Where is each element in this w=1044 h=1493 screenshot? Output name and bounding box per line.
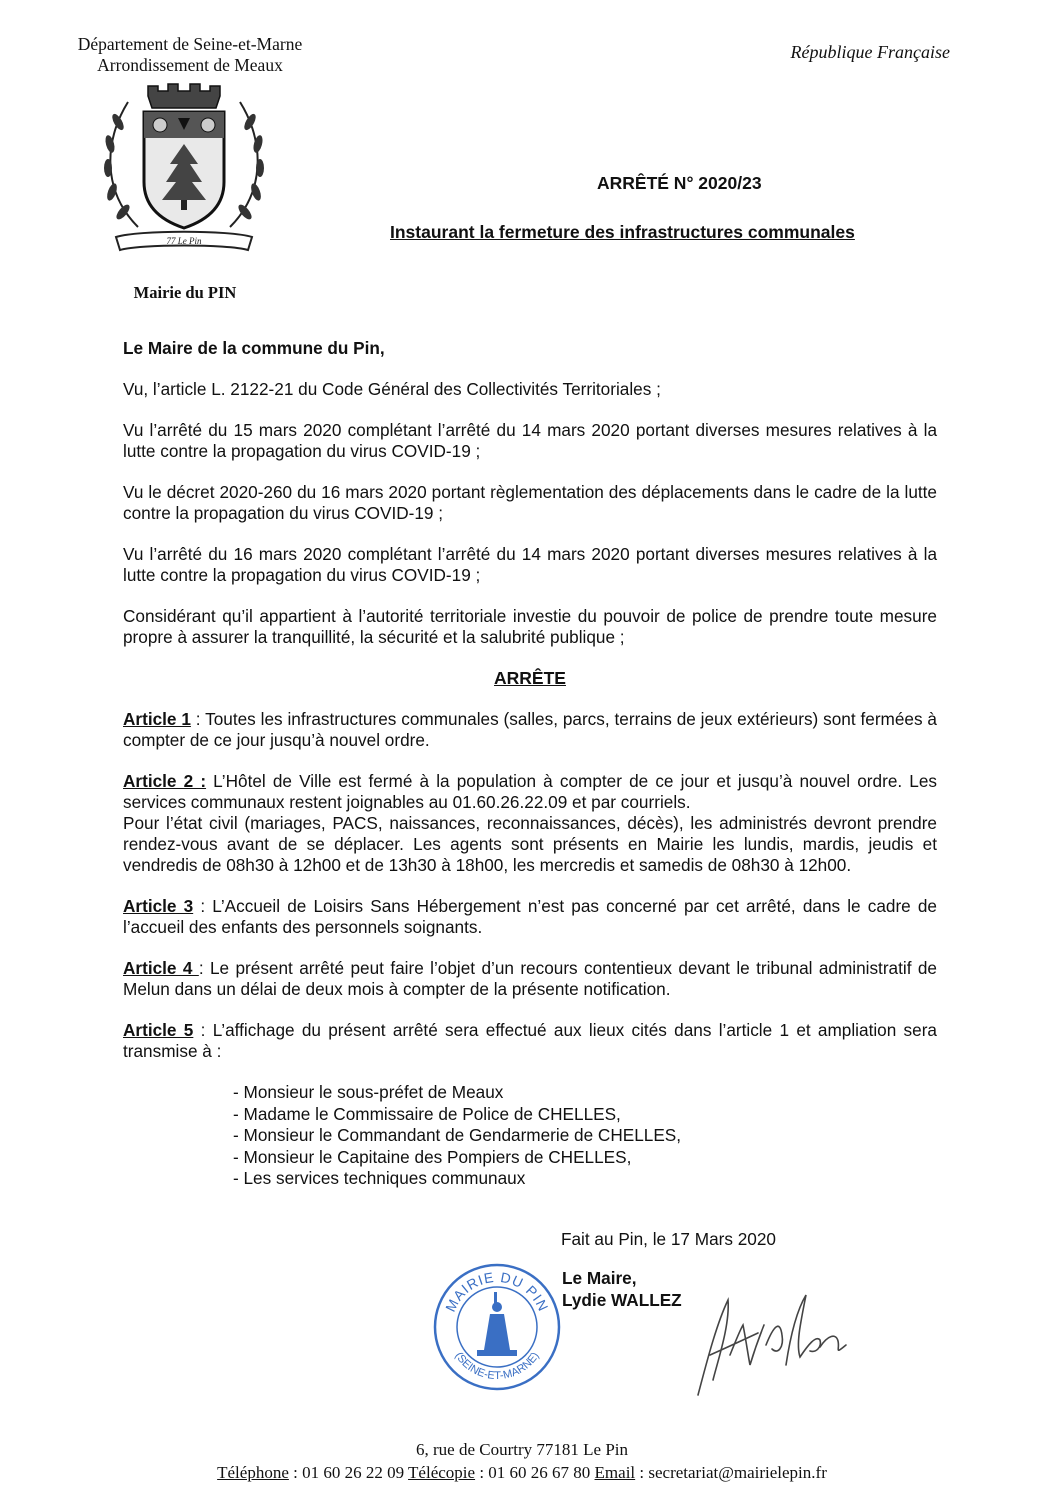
article-5-label: Article 5 bbox=[123, 1020, 194, 1040]
recipient-item: - Madame le Commissaire de Police de CHELLES, bbox=[233, 1103, 621, 1124]
article-3-text: : L’Accueil de Loisirs Sans Hébergement n’est pas concerné par cet arrêté, dans le cadre de l’accueil des enfants des personnels soignants. bbox=[123, 896, 937, 937]
fait-au-pin: Fait au Pin, le 17 Mars 2020 bbox=[561, 1229, 776, 1249]
article-3 bbox=[123, 896, 937, 938]
considerant-paragraph: Considérant qu’il appartient à l’autorité territoriale investie du pouvoir de police de prendre toute mesure propre à assurer la tranquillité, la sécurité et la salubrité publique ; bbox=[123, 606, 937, 647]
article-5 bbox=[123, 1020, 937, 1062]
telephone-label: Téléphone bbox=[217, 1463, 289, 1482]
article-2 bbox=[123, 771, 937, 813]
stamp-bottom-text: (SEINE-ET-MARNE) bbox=[452, 1350, 542, 1383]
fax-label: Télécopie bbox=[408, 1463, 476, 1482]
telephone-value: : 01 60 26 22 09 bbox=[288, 1463, 409, 1482]
article-2-continuation: Pour l’état civil (mariages, PACS, naissances, reconnaissances, décès), les administrés devront prendre rendez-vous avant de se déplacer. Les agents sont présents en Mairie les lundis, mardis, jeudis et vendredis de 08h30 à 12h00 et de 13h30 à 18h00, les mercredis et samedis de 08h30 à 12h00. bbox=[123, 813, 937, 875]
handwritten-signature bbox=[688, 1285, 858, 1400]
republique-francaise: République Française bbox=[790, 42, 950, 62]
article-4-label: Article 4 bbox=[123, 958, 199, 978]
mairie-stamp bbox=[432, 1262, 562, 1392]
article-4 bbox=[123, 958, 937, 1000]
email-label: Email bbox=[594, 1463, 636, 1482]
department-line: Département de Seine-et-Marne bbox=[77, 34, 303, 54]
article-4-text: : Le présent arrêté peut faire l’objet d’un recours contentieux devant le tribunal administratif de Melun dans un délai de deux mois à compter de la présente notification. bbox=[123, 958, 937, 999]
recipient-item: - Les services techniques communaux bbox=[233, 1168, 526, 1188]
article-1 bbox=[123, 709, 937, 751]
vu-paragraph-4: Vu l’arrêté du 16 mars 2020 complétant l’arrêté du 14 mars 2020 portant diverses mesures relatives à la lutte contre la propagation du virus COVID-19 ; bbox=[123, 544, 937, 585]
arrete-number: ARRÊTÉ N° 2020/23 bbox=[597, 173, 762, 193]
article-1-label: Article 1 bbox=[123, 709, 191, 729]
article-2-text: L’Hôtel de Ville est fermé à la population à compter de ce jour et jusqu’à nouvel ordre. Les services communaux restent joignables au 01.60.26.22.09 et par courriels. bbox=[123, 771, 937, 812]
signer-title: Le Maire, bbox=[562, 1268, 637, 1288]
stamp-top-text: MAIRIE DU PIN bbox=[442, 1268, 552, 1315]
recipients-list bbox=[233, 1082, 937, 1190]
article-5-text: : L’affichage du présent arrêté sera effectué aux lieux cités dans l’article 1 et ampliation sera transmise à : bbox=[123, 1020, 937, 1061]
recipient-item: - Monsieur le Capitaine des Pompiers de CHELLES, bbox=[233, 1146, 632, 1167]
email-value[interactable]: : secretariat@mairielepin.fr bbox=[635, 1463, 827, 1482]
recipient-item: - Monsieur le Commandant de Gendarmerie de CHELLES, bbox=[233, 1125, 682, 1145]
crest-motto: 77 Le Pin bbox=[166, 236, 202, 246]
article-3-label: Article 3 bbox=[123, 896, 194, 916]
footer-address: 6, rue de Courtry 77181 Le Pin bbox=[416, 1440, 628, 1459]
arrete-subtitle: Instaurant la fermeture des infrastructures communales bbox=[390, 222, 855, 242]
fax-value: : 01 60 26 67 80 bbox=[475, 1463, 595, 1482]
article-1-text: : Toutes les infrastructures communales (salles, parcs, terrains de jeux extérieurs) sont fermées à compter de ce jour jusqu’à nouvel ordre. bbox=[123, 709, 937, 750]
vu-paragraph-3: Vu le décret 2020-260 du 16 mars 2020 portant règlementation des déplacements dans le cadre de la lutte contre la propagation du virus COVID-19 ; bbox=[123, 482, 937, 523]
signer-name: Lydie WALLEZ bbox=[562, 1290, 682, 1310]
opening-line: Le Maire de la commune du Pin, bbox=[123, 338, 385, 358]
footer-contact bbox=[0, 1463, 1044, 1483]
vu-paragraph-1: Vu, l’article L. 2122-21 du Code Général des Collectivités Territoriales ; bbox=[123, 379, 661, 399]
recipient-item: - Monsieur le sous-préfet de Meaux bbox=[233, 1082, 504, 1102]
mairie-label: Mairie du PIN bbox=[133, 283, 237, 302]
vu-paragraph-2: Vu l’arrêté du 15 mars 2020 complétant l’arrêté du 14 mars 2020 portant diverses mesures relatives à la lutte contre la propagation du virus COVID-19 ; bbox=[123, 420, 937, 461]
arrondissement-line: Arrondissement de Meaux bbox=[97, 55, 283, 75]
department-header bbox=[40, 34, 340, 76]
document-body bbox=[123, 338, 937, 1190]
article-2-label: Article 2 : bbox=[123, 771, 207, 791]
arrete-heading: ARRÊTE bbox=[494, 668, 566, 688]
coat-of-arms-logo bbox=[98, 82, 270, 260]
